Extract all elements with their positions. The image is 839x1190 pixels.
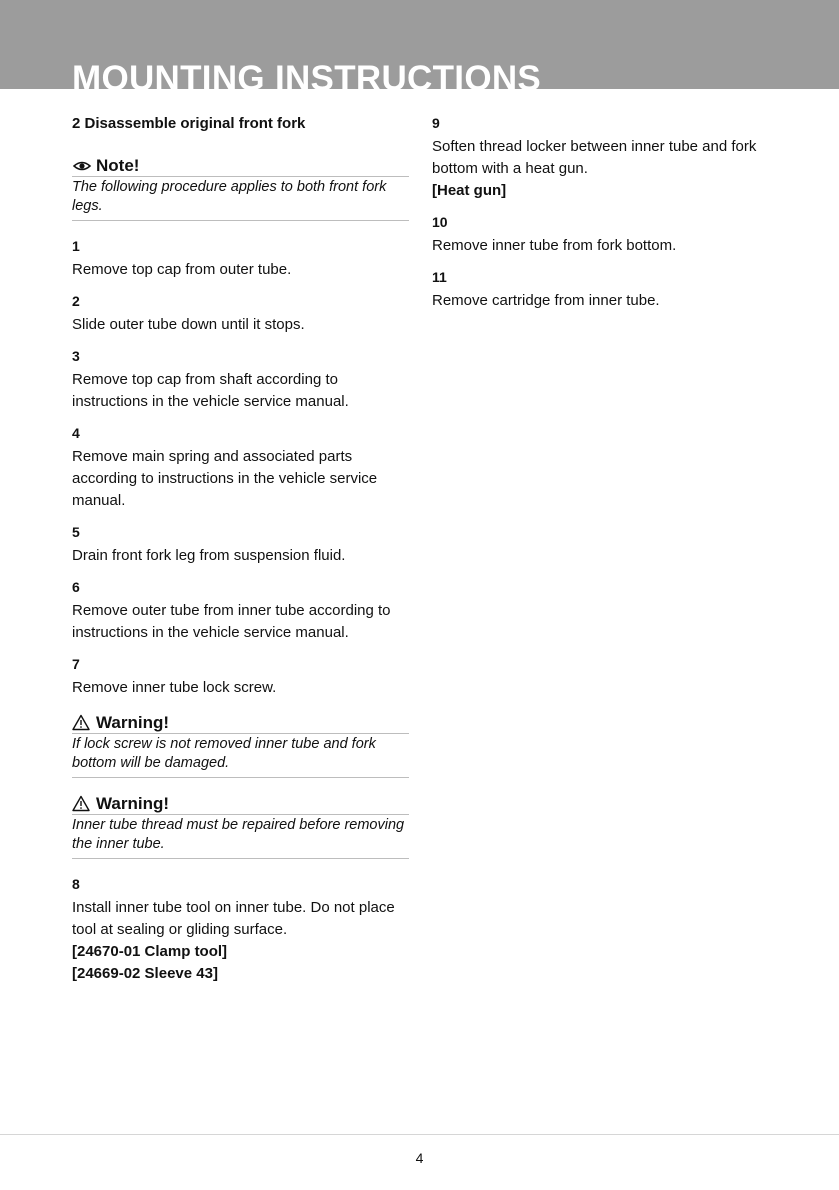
- step-text: Slide outer tube down until it stops.: [72, 316, 305, 333]
- step-number: 2: [72, 293, 80, 309]
- step-number: 8: [72, 876, 80, 892]
- page-title: MOUNTING INSTRUCTIONS: [72, 59, 542, 89]
- step-number: 4: [72, 425, 80, 441]
- step-7: [72, 655, 409, 699]
- note-label: Note!: [96, 156, 140, 175]
- step-text: Drain front fork leg from suspension fluid.: [72, 547, 346, 564]
- step-3: [72, 347, 409, 413]
- step-text: Remove top cap from outer tube.: [72, 261, 292, 278]
- right-column: [432, 114, 762, 323]
- warning-text: If lock screw is not removed inner tube and fork bottom will be damaged.: [72, 734, 409, 778]
- page-number: 4: [415, 1150, 424, 1166]
- step-text: Install inner tube tool on inner tube. Do not place tool at sealing or gliding surface.: [72, 899, 395, 938]
- step-5: [72, 523, 409, 567]
- warning-header: [72, 794, 409, 815]
- step-number: 3: [72, 348, 80, 364]
- note-header: [72, 156, 409, 177]
- step-text: Remove inner tube lock screw.: [72, 679, 277, 696]
- step-number: 9: [432, 115, 440, 131]
- step-8: [72, 875, 409, 985]
- step-text: Remove outer tube from inner tube according to instructions in the vehicle service manual.: [72, 602, 391, 641]
- section-heading: 2 Disassemble original front fork: [72, 115, 306, 132]
- warning-label: Warning!: [96, 794, 170, 813]
- header-band: [0, 0, 839, 89]
- step-text: Remove top cap from shaft according to instructions in the vehicle service manual.: [72, 371, 349, 410]
- step-text: Remove inner tube from fork bottom.: [432, 237, 677, 254]
- tool-reference: [Heat gun]: [432, 182, 507, 199]
- step-text: Soften thread locker between inner tube and fork bottom with a heat gun.: [432, 138, 757, 177]
- step-11: [432, 268, 762, 312]
- footer-divider: [0, 1134, 839, 1135]
- step-text: Remove cartridge from inner tube.: [432, 292, 660, 309]
- note-callout: [72, 156, 409, 221]
- step-1: [72, 237, 409, 281]
- note-text: The following procedure applies to both front fork legs.: [72, 177, 409, 221]
- step-number: 5: [72, 524, 80, 540]
- warning-text: Inner tube thread must be repaired before removing the inner tube.: [72, 815, 409, 859]
- warning-triangle-icon: [72, 795, 92, 813]
- step-9: [432, 114, 762, 202]
- step-2: [72, 292, 409, 336]
- step-number: 11: [432, 269, 447, 285]
- warning-callout: [72, 713, 409, 778]
- tool-reference: [24669-02 Sleeve 43]: [72, 965, 218, 982]
- warning-header: [72, 713, 409, 734]
- left-column: [72, 114, 409, 996]
- eye-icon: [72, 157, 92, 175]
- step-4: [72, 424, 409, 512]
- step-number: 10: [432, 214, 448, 230]
- step-number: 7: [72, 656, 80, 672]
- warning-triangle-icon: [72, 714, 92, 732]
- step-6: [72, 578, 409, 644]
- step-number: 1: [72, 238, 80, 254]
- warning-label: Warning!: [96, 713, 170, 732]
- warning-callout: [72, 794, 409, 859]
- step-number: 6: [72, 579, 80, 595]
- tool-reference: [24670-01 Clamp tool]: [72, 943, 228, 960]
- step-text: Remove main spring and associated parts according to instructions in the vehicle service manual.: [72, 448, 378, 509]
- step-10: [432, 213, 762, 257]
